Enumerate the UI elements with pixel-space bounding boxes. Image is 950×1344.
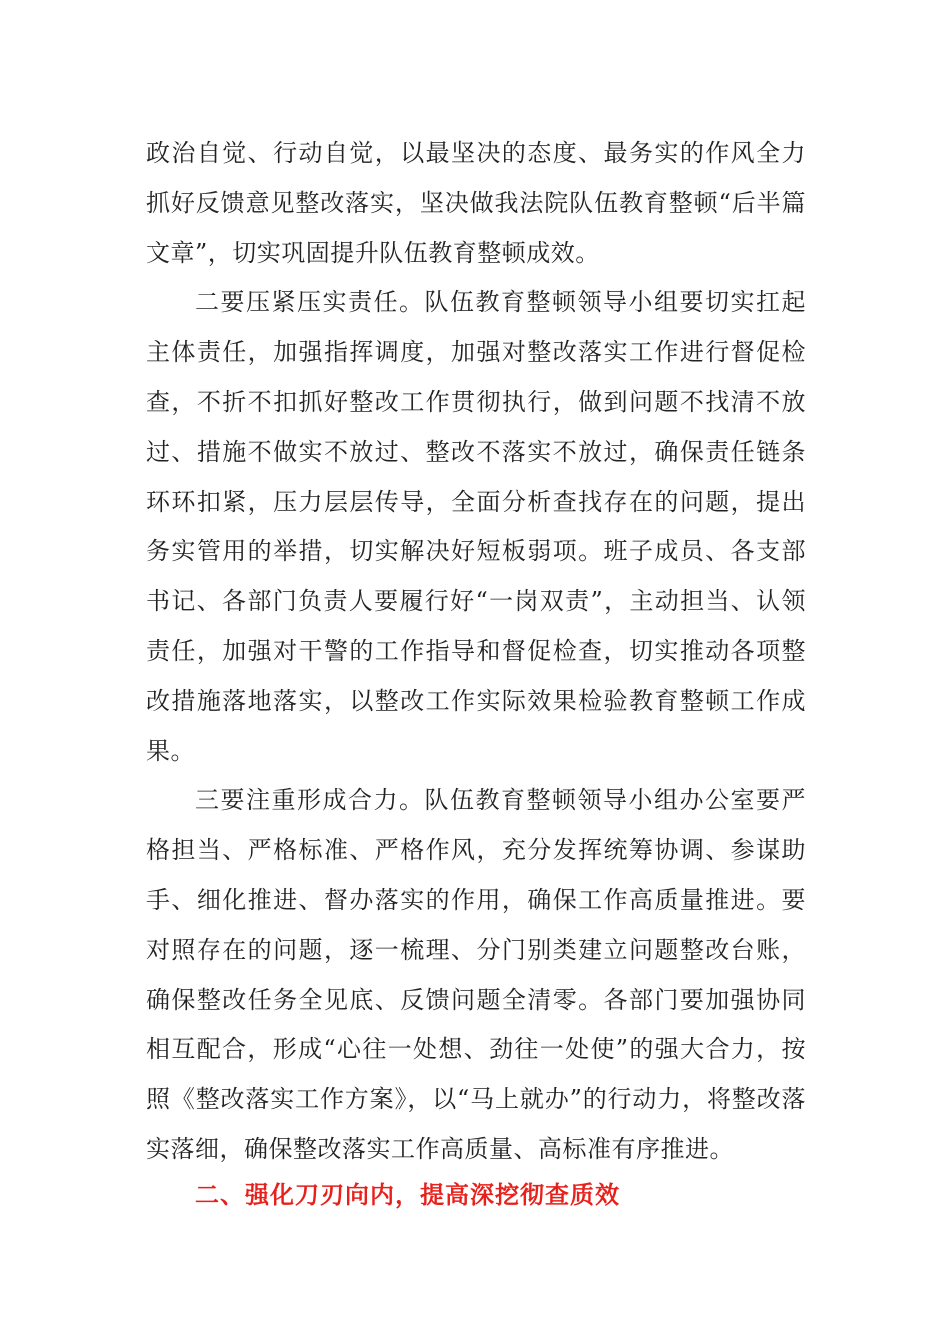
- paragraph-synergy: 三要注重形成合力。队伍教育整顿领导小组办公室要严格担当、严格标准、严格作风，充分发挥统筹协调、参谋助手、细化推进、督办落实的作用，确保工作高质量推进。要对照存在的问题，逐一梳理、分门别类建立问题整改台账，确保整改任务全见底、反馈问题全清零。各部门要加强协同相互配合，形成“心往一处想、劲往一处使”的强大合力，按照《整改落实工作方案》，以“马上就办”的行动力，将整改落实落细，确保整改落实工作高质量、高标准有序推进。: [146, 786, 806, 1163]
- paragraph-responsibility: 二要压紧压实责任。队伍教育整顿领导小组要切实扛起主体责任，加强指挥调度，加强对整改落实工作进行督促检查，不折不扣抓好整改工作贯彻执行，做到问题不找清不放过、措施不做实不放过、整改不落实不放过，确保责任链条环环扣紧，压力层层传导，全面分析查找存在的问题，提出务实管用的举措，切实解决好短板弱项。班子成员、各支部书记、各部门负责人要履行好“一岗双责”，主动担当、认领责任，加强对干警的工作指导和督促检查，切实推动各项整改措施落地落实，以整改工作实际效果检验教育整顿工作成果。: [146, 288, 806, 765]
- paragraph-continuation: 政治自觉、行动自觉，以最坚决的态度、最务实的作风全力抓好反馈意见整改落实，坚决做我法院队伍教育整顿“后半篇文章”，切实巩固提升队伍教育整顿成效。: [146, 139, 806, 267]
- section-heading: 二、强化刀刃向内，提高深挖彻查质效: [195, 1181, 620, 1209]
- body-text: [146, 129, 806, 1175]
